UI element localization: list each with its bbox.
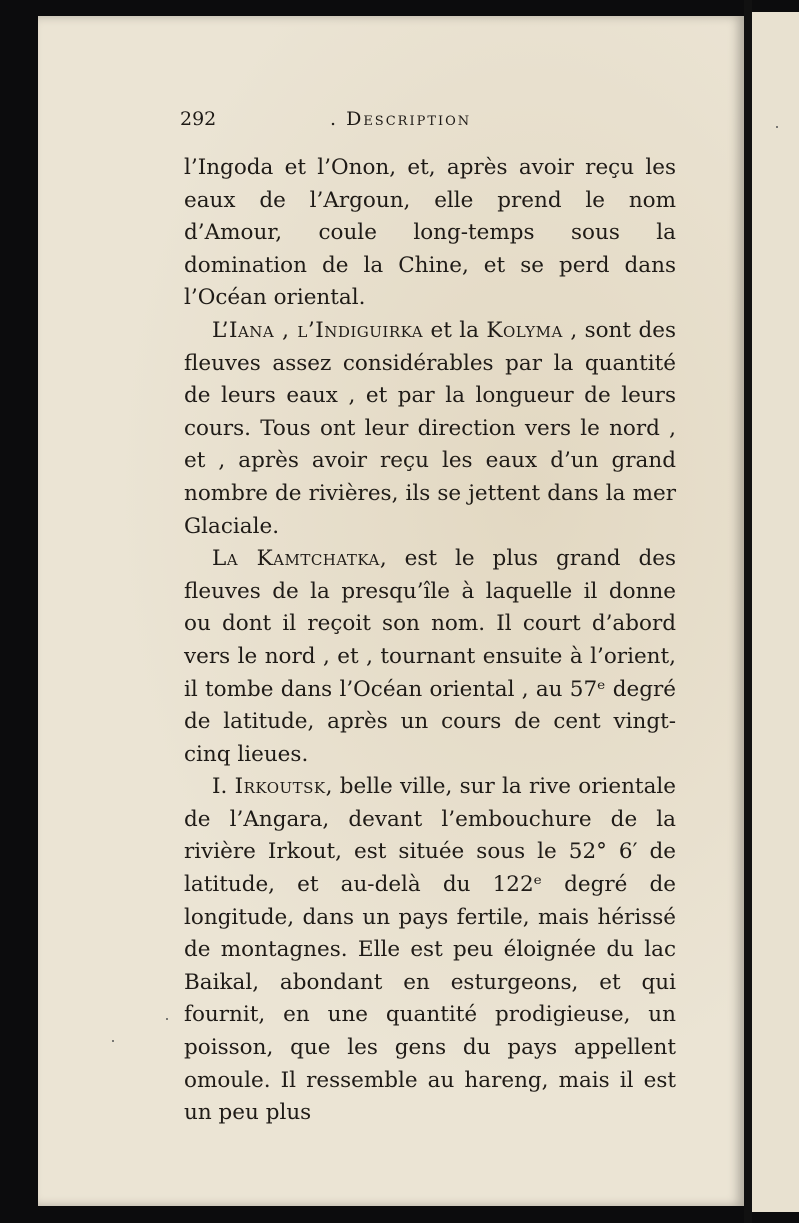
paragraph-3 [184, 543, 676, 771]
paragraph-text: , sont des fleuves assez considérables par la quantité de leurs eaux , et par la longueur de leurs cours. Tous ont leur direction vers le nord , et , après avoir reçu les eaux d’un grand nombre de rivières, ils se jettent dans la mer Glaciale. [184, 317, 676, 539]
paragraph-1 [184, 152, 676, 315]
paragraph-4 [184, 771, 676, 1130]
facing-page-edge [752, 12, 799, 1212]
running-head [180, 108, 520, 138]
page-number: 292 [180, 108, 217, 130]
paper-speck [112, 1040, 114, 1042]
body-text [184, 152, 676, 1130]
running-title: . Description [330, 108, 472, 130]
river-name-kamtchatka: La Kamtchatka [212, 546, 380, 572]
city-name-irkoutsk: Irkoutsk [234, 774, 326, 800]
paragraph-text: l’Ingoda et l’Onon, et, après avoir reçu les eaux de l’Argoun, elle prend le nom d’Amour, coule long-temps sous la domination de la Chine, et se perd dans l’Océan oriental. [184, 155, 676, 311]
paper-speck [166, 1018, 168, 1020]
lead-connector: et la [423, 317, 487, 343]
paragraph-2 [184, 315, 676, 543]
paragraph-text: , belle ville, sur la rive orientale de l’Angara, devant l’embouchure de la rivière Irkout, est située sous le 52° 6′ de latitude, et au-delà du 122ᵉ degré de longitude, dans un pays fertile, mais hérissé de montagnes. Elle est peu éloignée du lac Baikal, abondant en esturgeons, et qui fournit, en une quantité prodigieuse, un poisson, que les gens du pays appellent omoule. Il ressemble au hareng, mais il est un peu plus [184, 774, 676, 1126]
river-name-kolyma: Kolyma [486, 317, 563, 343]
book-gutter [744, 0, 752, 1223]
section-number: I. [212, 774, 235, 800]
river-names-lead: L’Iana , l’Indiguirka [212, 317, 424, 343]
paragraph-text: , est le plus grand des fleuves de la presqu’île à laquelle il donne ou dont il reçoit son nom. Il court d’abord vers le nord , et , tournant ensuite à l’orient, il tombe dans l’Océan oriental , au 57ᵉ degré de latitude, après un cours de cent vingt-cinq lieues. [184, 546, 676, 767]
paper-speck [776, 126, 778, 128]
